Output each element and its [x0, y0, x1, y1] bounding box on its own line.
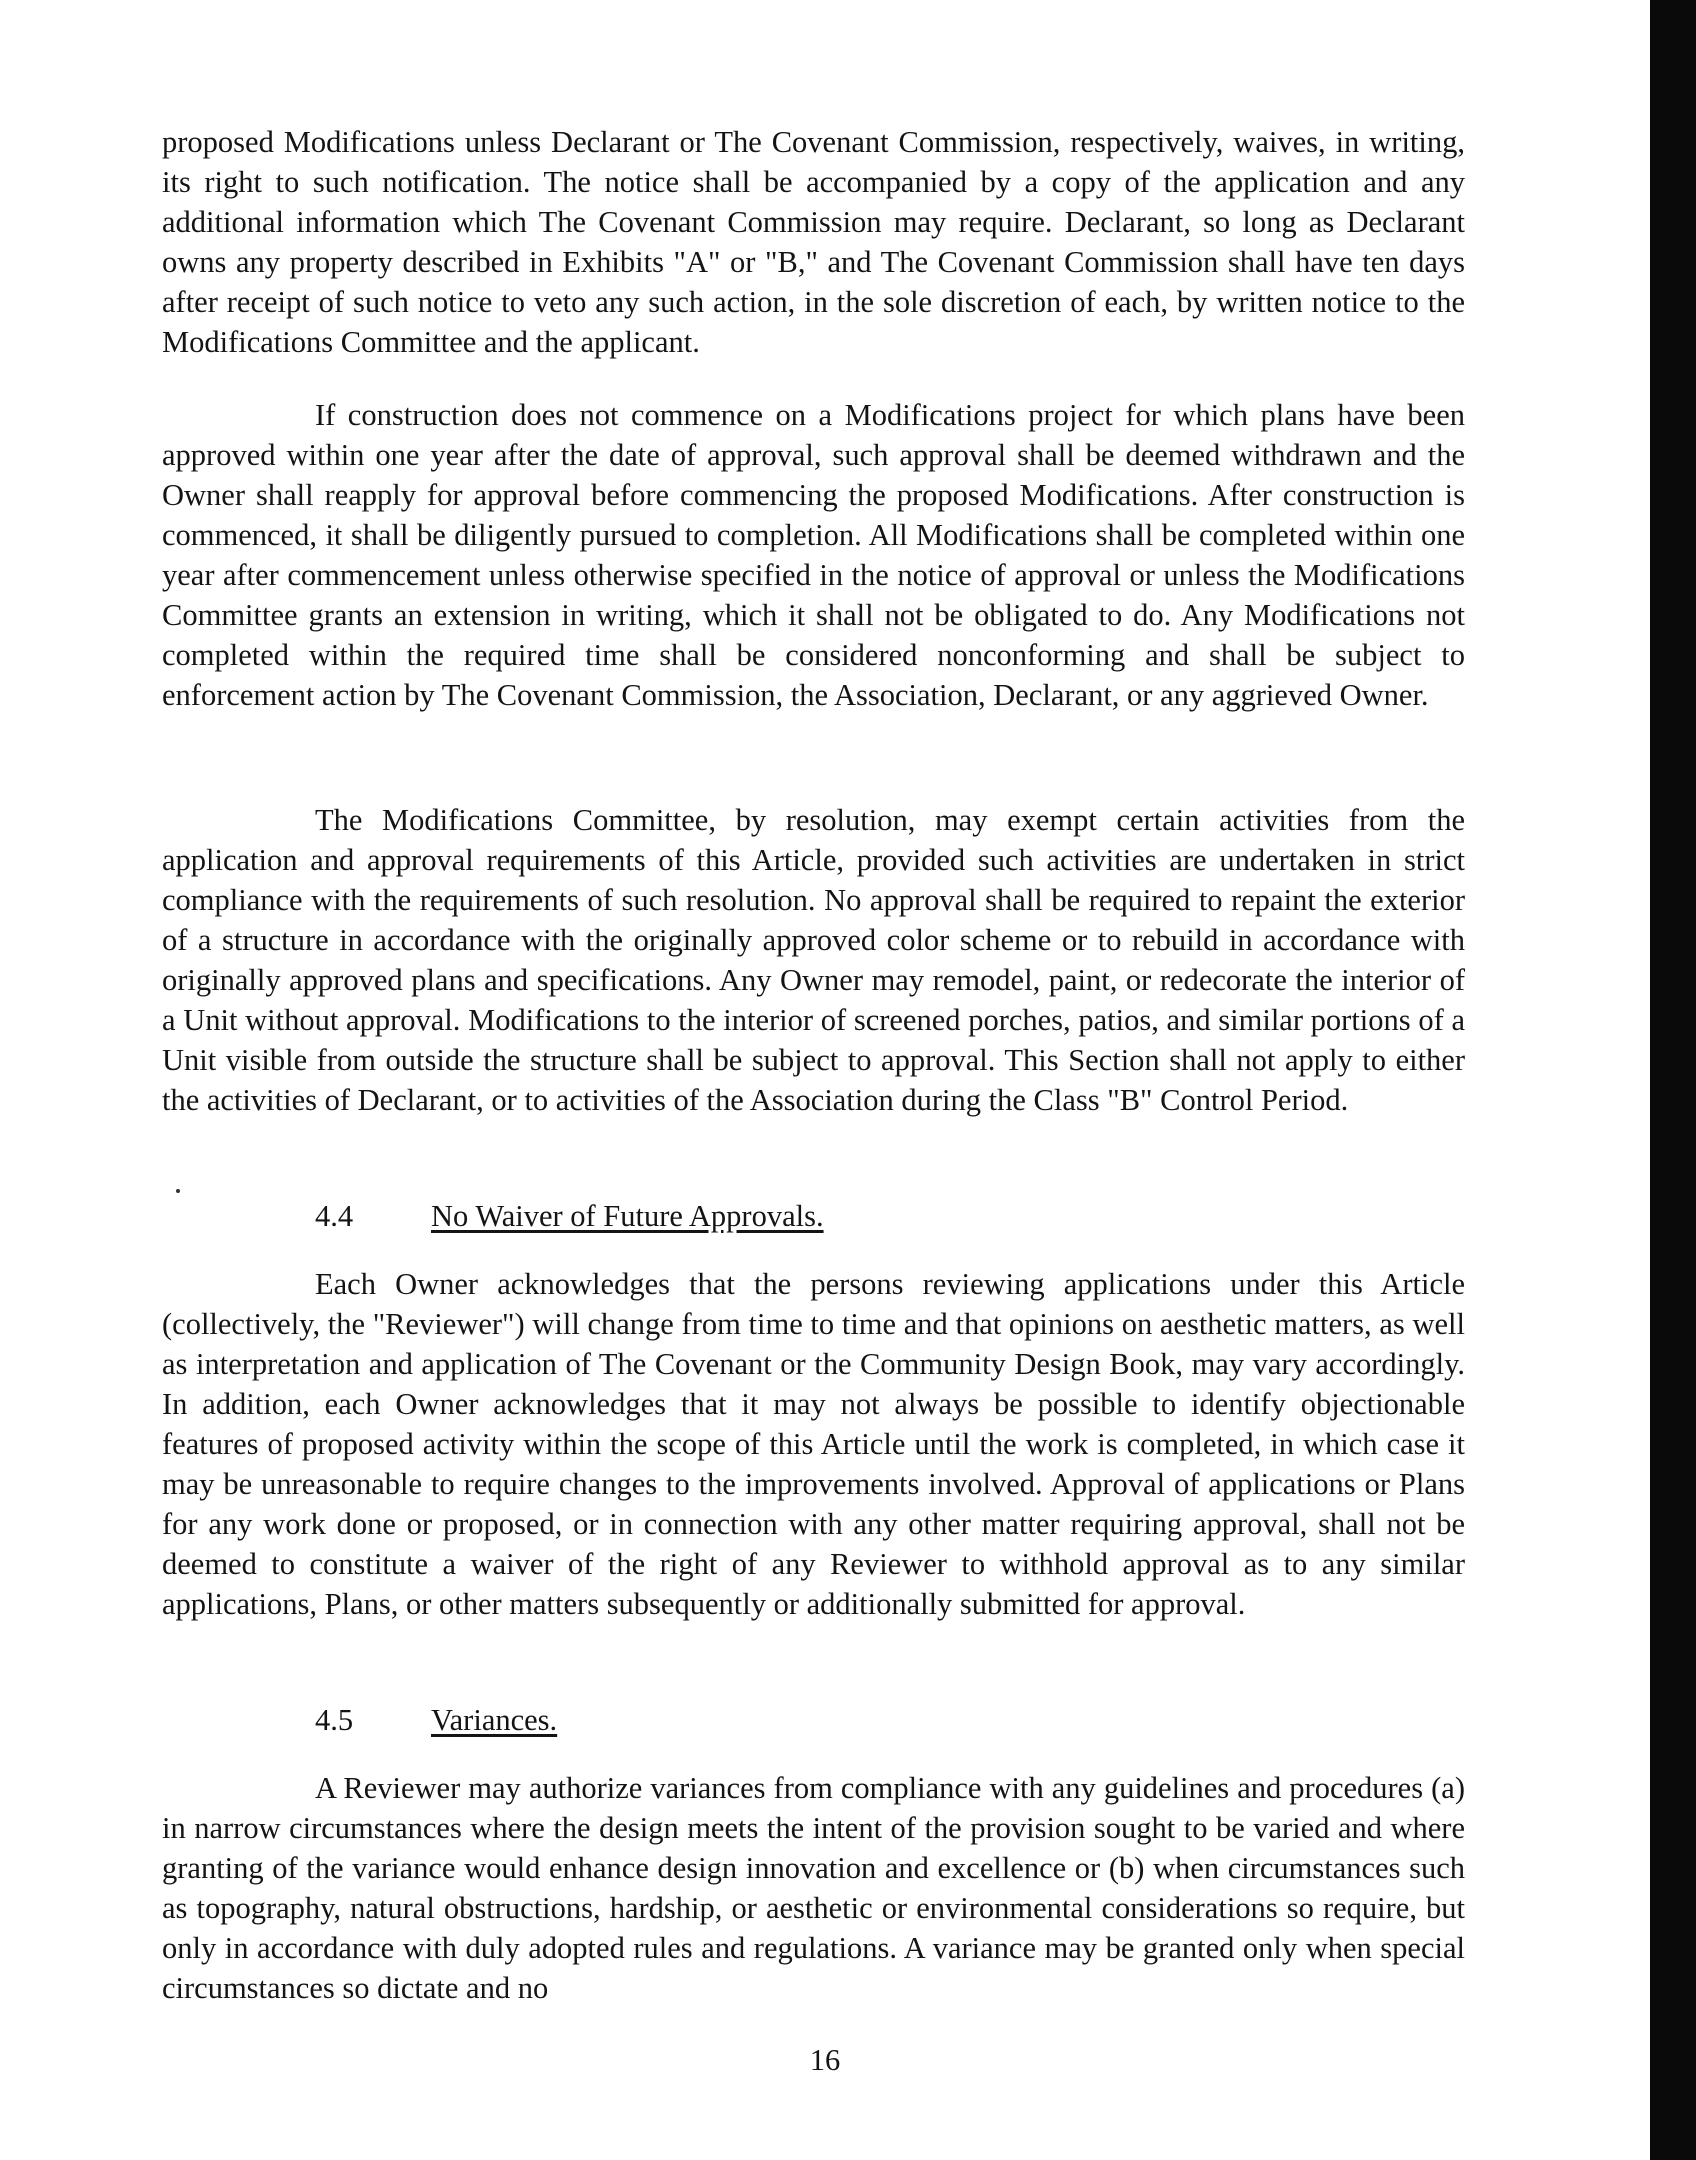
section-heading-4-4 [315, 1196, 824, 1236]
page-number: 16 [809, 2043, 841, 2077]
section-heading-4-5 [315, 1700, 557, 1740]
paragraph-modification-notice: proposed Modifications unless Declarant or The Covenant Commission, respectively, waives, in writing, its right to such notification. The notice shall be accompanied by a copy of the application and any additional information which The Covenant Commission may require. Declarant, so long as Declarant owns any property described in Exhibits "A" or "B," and The Covenant Commission shall have ten days after receipt of such notice to veto any such action, in the sole discretion of each, by written notice to the Modifications Committee and the applicant. [162, 125, 1465, 359]
section-number: 4.4 [315, 1199, 354, 1233]
section-title: Variances. [431, 1703, 558, 1737]
scan-speck [176, 1189, 180, 1193]
section-number: 4.5 [315, 1703, 354, 1737]
paragraph-exempt-activities: The Modifications Committee, by resolution, may exempt certain activities from the application and approval requirements of this Article, provided such activities are undertaken in strict compliance with the requirements of such resolution. No approval shall be required to repaint the exterior of a structure in accordance with the originally approved color scheme or to rebuild in accordance with originally approved plans and specifications. Any Owner may remodel, paint, or redecorate the interior of a Unit without approval. Modifications to the interior of screened porches, patios, and similar portions of a Unit visible from outside the structure shall be subject to approval. This Section shall not apply to either the activities of Declarant, or to activities of the Association during the Class "B" Control Period. [162, 803, 1465, 1117]
paragraph-no-waiver: Each Owner acknowledges that the persons reviewing applications under this Article (collectively, the "Reviewer") will change from time to time and that opinions on aesthetic matters, as well as interpretation and application of The Covenant or the Community Design Book, may vary accordingly. In addition, each Owner acknowledges that it may not always be possible to identify objectionable features of proposed activity within the scope of this Article until the work is completed, in which case it may be unreasonable to require changes to the improvements involved. Approval of applications or Plans for any work done or proposed, or in connection with any other matter requiring approval, shall not be deemed to constitute a waiver of the right of any Reviewer to withhold approval as to any similar applications, Plans, or other matters subsequently or additionally submitted for approval. [162, 1267, 1465, 1621]
paragraph-construction-commencement: If construction does not commence on a Modifications project for which plans have been approved within one year after the date of approval, such approval shall be deemed withdrawn and the Owner shall reapply for approval before commencing the proposed Modifications. After construction is commenced, it shall be diligently pursued to completion. All Modifications shall be completed within one year after commencement unless otherwise specified in the notice of approval or unless the Modifications Committee grants an extension in writing, which it shall not be obligated to do. Any Modifications not completed within the required time shall be considered nonconforming and shall be subject to enforcement action by The Covenant Commission, the Association, Declarant, or any aggrieved Owner. [162, 398, 1465, 712]
paragraph-variances: A Reviewer may authorize variances from compliance with any guidelines and procedures (a) in narrow circumstances where the design meets the intent of the provision sought to be varied and where granting of the variance would enhance design innovation and excellence or (b) when circumstances such as topography, natural obstructions, hardship, or aesthetic or environmental considerations so require, but only in accordance with duly adopted rules and regulations. A variance may be granted only when special circumstances so dictate and no [162, 1771, 1465, 2005]
scan-border [1650, 0, 1696, 2160]
section-title: No Waiver of Future Approvals. [431, 1199, 824, 1233]
